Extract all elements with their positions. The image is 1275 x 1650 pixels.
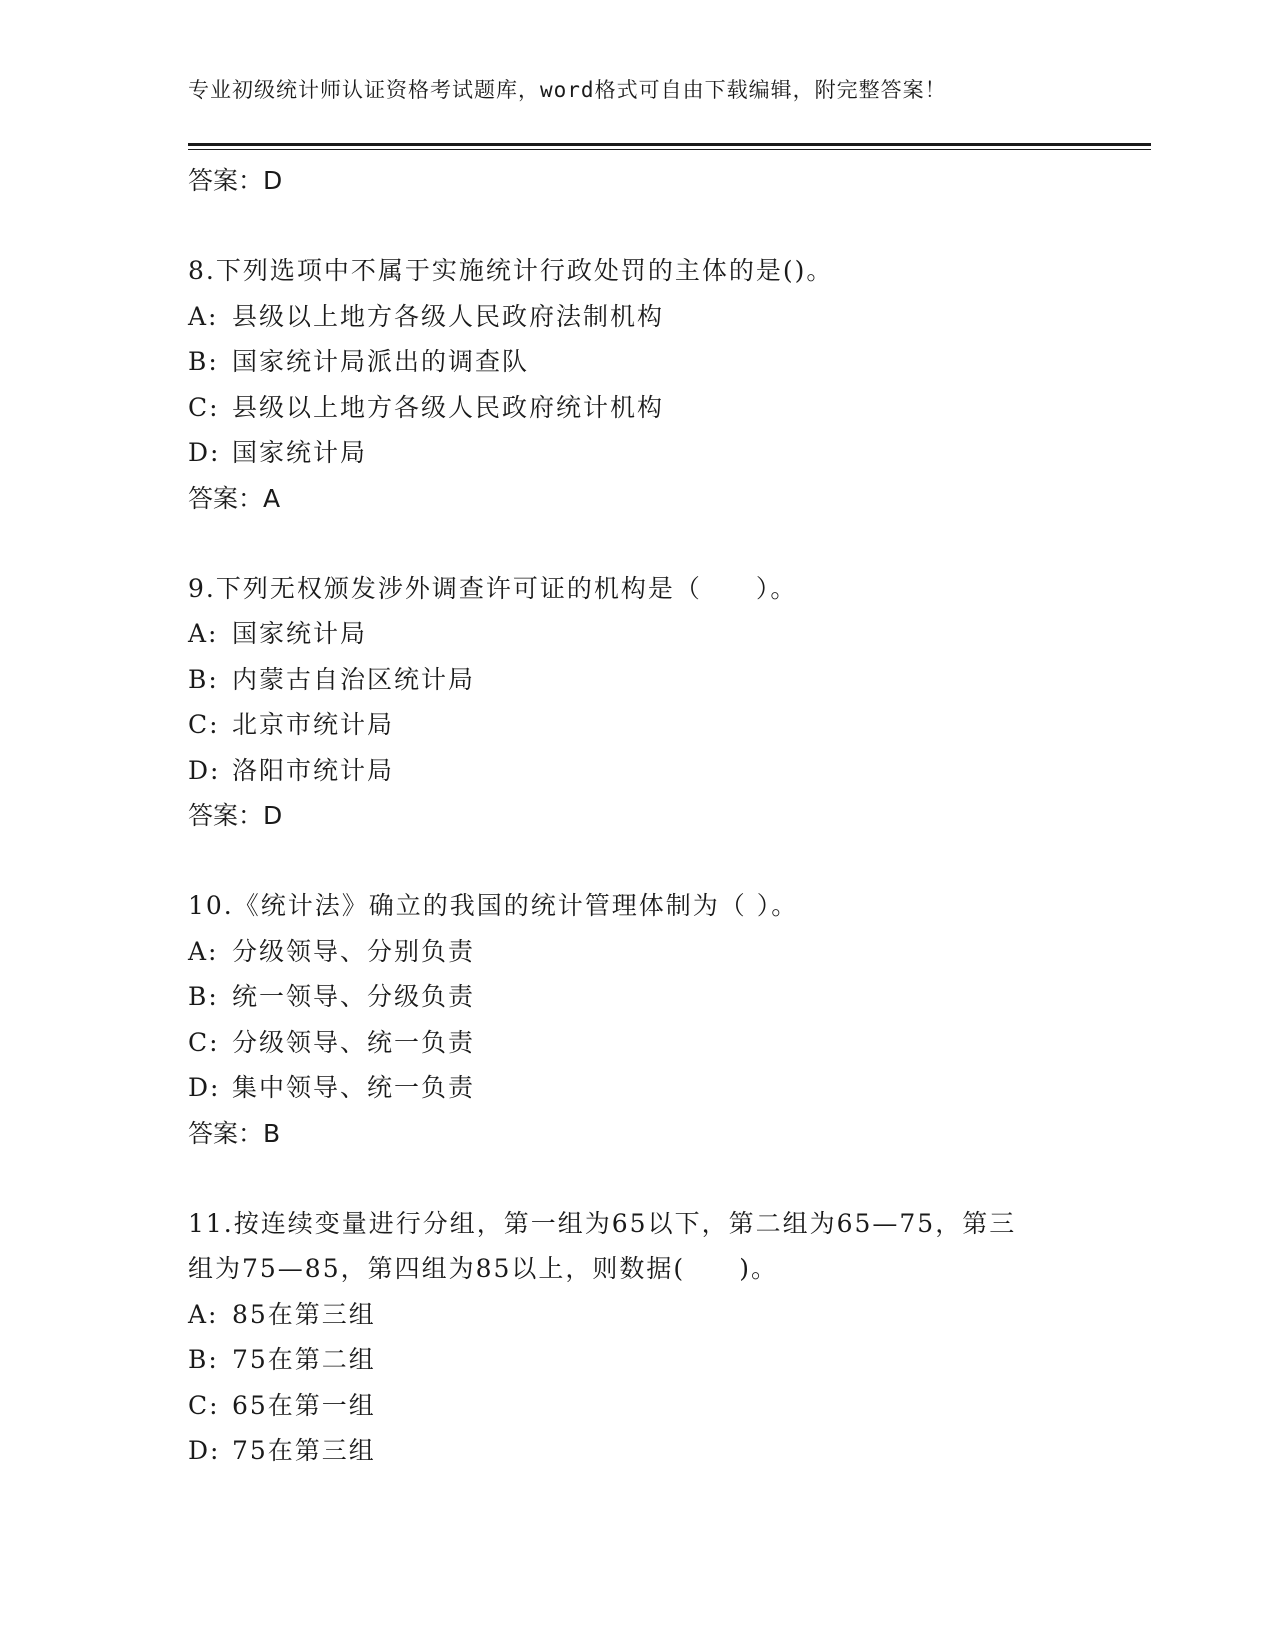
option-d: [188, 1428, 1088, 1474]
option-text: 内蒙古自治区统计局: [232, 664, 476, 694]
answer-line: 答案：A: [188, 483, 281, 513]
option-key: A:: [188, 619, 219, 648]
option-text: 85在第三组: [232, 1299, 376, 1329]
option-text: 集中领导、统一负责: [232, 1073, 476, 1102]
option-a: [188, 1292, 1088, 1338]
option-c: [188, 1383, 1088, 1429]
option-key: D:: [188, 755, 221, 785]
option-key: A:: [188, 1299, 219, 1329]
option-text: 75在第三组: [232, 1436, 376, 1465]
option-b: [188, 339, 1088, 385]
option-key: B:: [188, 982, 219, 1011]
option-key: D:: [188, 1073, 221, 1102]
option-text: 县级以上地方各级人民政府统计机构: [232, 392, 665, 422]
option-key: D:: [188, 1436, 221, 1465]
option-d: [188, 430, 1088, 476]
option-text: 国家统计局: [232, 438, 368, 467]
option-key: C:: [188, 710, 220, 739]
question-stem: 10.《统计法》确立的我国的统计管理体制为（ ）。: [188, 891, 799, 920]
question-stem: 11.按连续变量进行分组，第一组为65以下，第二组为65—75，第三: [188, 1208, 1017, 1238]
option-key: D:: [188, 438, 221, 467]
previous-answer: 答案：D: [188, 166, 283, 195]
option-text: 洛阳市统计局: [232, 755, 395, 785]
question-list: [188, 248, 1088, 1474]
option-text: 分级领导、统一负责: [232, 1027, 476, 1057]
page-header: 专业初级统计师认证资格考试题库，word格式可自由下载编辑，附完整答案！: [188, 78, 947, 102]
option-c: [188, 702, 1088, 748]
header-rule-thick: [188, 143, 1151, 146]
option-a: [188, 611, 1088, 657]
option-d: [188, 1065, 1088, 1111]
answer-line: 答案：B: [188, 1118, 281, 1148]
question-block: [188, 1201, 1088, 1474]
option-key: C:: [188, 1027, 220, 1057]
option-key: C:: [188, 392, 220, 422]
question-block: [188, 566, 1088, 840]
question-content: [188, 158, 1088, 1474]
option-key: B:: [188, 1345, 219, 1374]
option-a: [188, 929, 1088, 975]
answer-line: 答案：D: [188, 801, 283, 830]
option-key: A:: [188, 936, 219, 966]
option-b: [188, 974, 1088, 1020]
option-text: 国家统计局: [232, 619, 368, 648]
question-block: [188, 248, 1088, 522]
option-key: B:: [188, 664, 219, 694]
option-text: 75在第二组: [232, 1345, 376, 1374]
option-text: 县级以上地方各级人民政府法制机构: [232, 301, 665, 331]
option-text: 分级领导、分别负责: [232, 936, 476, 966]
option-a: [188, 294, 1088, 340]
question-stem: 8.下列选项中不属于实施统计行政处罚的主体的是()。: [188, 256, 834, 285]
question-stem: 9.下列无权颁发涉外调查许可证的机构是（ ）。: [188, 573, 798, 603]
option-text: 北京市统计局: [232, 710, 395, 739]
question-block: [188, 883, 1088, 1157]
option-c: [188, 1020, 1088, 1066]
option-text: 国家统计局派出的调查队: [232, 347, 530, 376]
option-b: [188, 657, 1088, 703]
option-d: [188, 748, 1088, 794]
option-text: 统一领导、分级负责: [232, 982, 476, 1011]
option-key: C:: [188, 1390, 220, 1420]
option-text: 65在第一组: [232, 1390, 376, 1420]
header-rule-thin: [188, 149, 1151, 150]
option-key: B:: [188, 347, 219, 376]
option-key: A:: [188, 301, 219, 331]
question-stem: 组为75—85，第四组为85以上，则数据( )。: [188, 1254, 778, 1283]
option-b: [188, 1337, 1088, 1383]
option-c: [188, 385, 1088, 431]
